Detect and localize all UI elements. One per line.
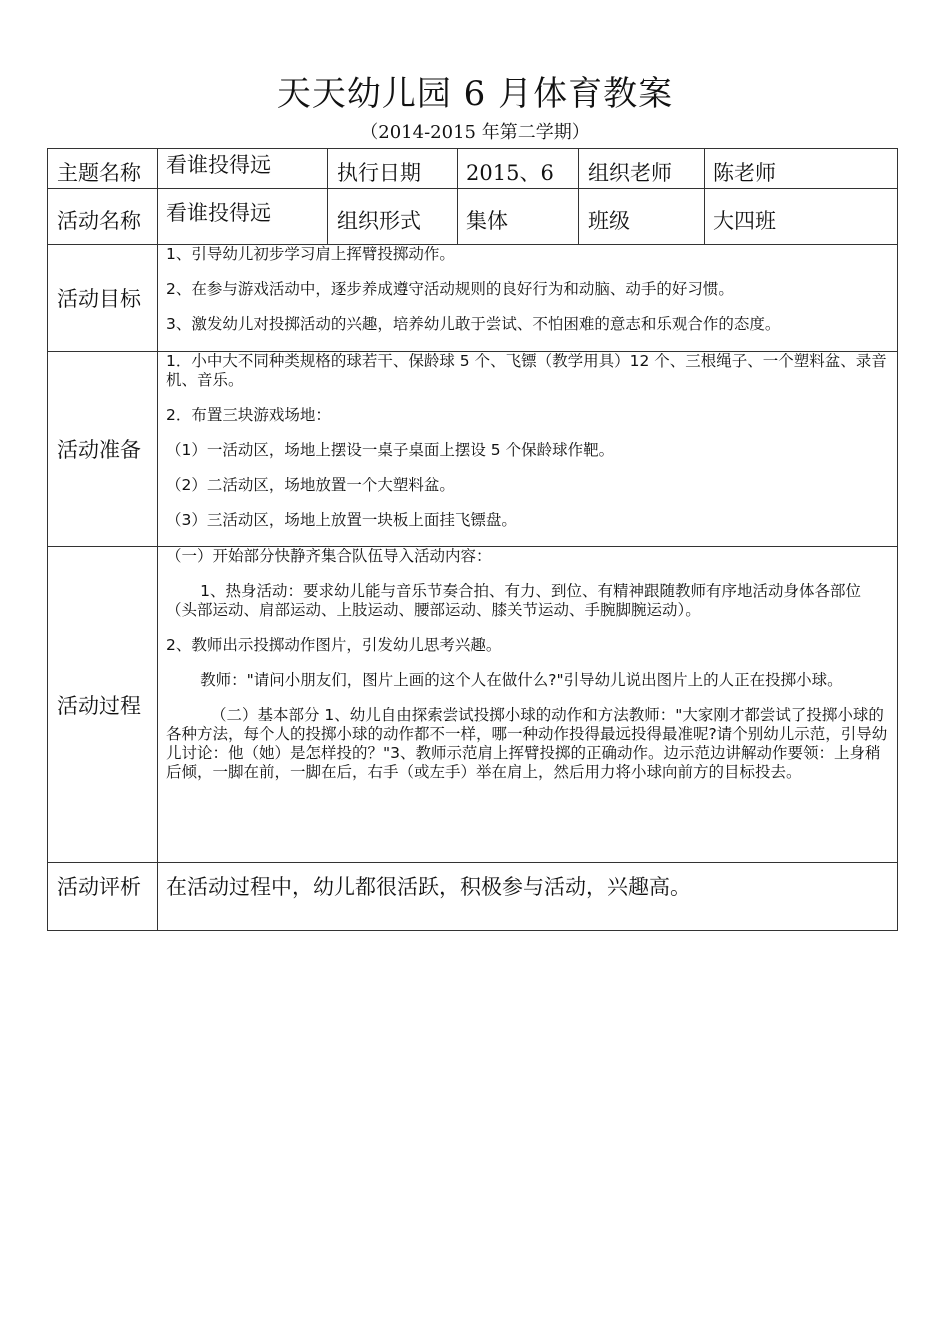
prep-content xyxy=(158,352,898,547)
process-item: 2、教师出示投掷动作图片，引发幼儿思考兴趣。 xyxy=(166,636,502,654)
process-content xyxy=(158,547,898,863)
form-value: 集体 xyxy=(458,189,579,245)
topic-label: 主题名称 xyxy=(48,149,158,189)
goal-item: 3、激发幼儿对投掷活动的兴趣，培养幼儿敢于尝试、不怕困难的意志和乐观合作的态度。 xyxy=(166,315,781,333)
date-label: 执行日期 xyxy=(328,149,458,189)
form-label: 组织形式 xyxy=(328,189,458,245)
table-row-activity xyxy=(48,189,898,245)
table-row-evaluation xyxy=(48,863,898,931)
class-value: 大四班 xyxy=(705,189,898,245)
prep-item: 1．小中大不同种类规格的球若干、保龄球 5 个、飞镖（教学用具）12 个、三根绳子、一个塑料盆、录音机、音乐。 xyxy=(166,352,887,389)
process-label: 活动过程 xyxy=(48,547,158,863)
process-item: 1、热身活动：要求幼儿能与音乐节奏合拍、有力、到位、有精神跟随教师有序地活动身体各部位（头部运动、肩部运动、上肢运动、腰部运动、膝关节运动、手腕脚腕运动）。 xyxy=(166,582,861,619)
topic-value: 看谁投得远 xyxy=(158,149,328,189)
table-row-prep xyxy=(48,352,898,547)
activity-value: 看谁投得远 xyxy=(158,189,328,245)
prep-item: 2．布置三块游戏场地： xyxy=(166,406,331,424)
process-item: （二）基本部分 1、幼儿自由探索尝试投掷小球的动作和方法教师："大家刚才都尝试了投掷小球的各种方法，每个人的投掷小球的动作都不一样，哪一种动作投得最远投得最准呢?请个别幼儿示范，引导幼儿讨论：他（她）是怎样投的？"3、教师示范肩上挥臂投掷的正确动作。边示范边讲解动作要领：上身稍后倾，一脚在前，一脚在后，右手（或左手）举在肩上，然后用力将小球向前方的目标投去。 xyxy=(166,706,888,781)
goals-content xyxy=(158,245,898,352)
date-value: 2015、6 xyxy=(458,149,579,189)
process-item: 教师："请问小朋友们，图片上画的这个人在做什么?"引导幼儿说出图片上的人正在投掷小球。 xyxy=(200,671,843,689)
goal-item: 1、引导幼儿初步学习肩上挥臂投掷动作。 xyxy=(166,245,455,263)
prep-label: 活动准备 xyxy=(48,352,158,547)
prep-item: （1）一活动区，场地上摆设一桌子桌面上摆设 5 个保龄球作靶。 xyxy=(166,441,615,459)
document-title: 天天幼儿园 6 月体育教案 xyxy=(276,74,674,114)
activity-label: 活动名称 xyxy=(48,189,158,245)
evaluation-label: 活动评析 xyxy=(48,863,158,931)
document-subtitle: （2014-2015 年第二学期） xyxy=(360,122,590,143)
lesson-plan-table xyxy=(47,148,898,931)
process-item: （一）开始部分快静齐集合队伍导入活动内容： xyxy=(166,547,492,565)
table-row-process xyxy=(48,547,898,863)
table-row-goals xyxy=(48,245,898,352)
evaluation-content: 在活动过程中，幼儿都很活跃，积极参与活动，兴趣高。 xyxy=(158,863,898,931)
prep-item: （2）二活动区，场地放置一个大塑料盆。 xyxy=(166,476,455,494)
teacher-label: 组织老师 xyxy=(579,149,705,189)
goal-item: 2、在参与游戏活动中，逐步养成遵守活动规则的良好行为和动脑、动手的好习惯。 xyxy=(166,280,734,298)
table-row-topic xyxy=(48,149,898,189)
teacher-value: 陈老师 xyxy=(705,149,898,189)
goals-label: 活动目标 xyxy=(48,245,158,352)
class-label: 班级 xyxy=(579,189,705,245)
prep-item: （3）三活动区，场地上放置一块板上面挂飞镖盘。 xyxy=(166,511,517,529)
